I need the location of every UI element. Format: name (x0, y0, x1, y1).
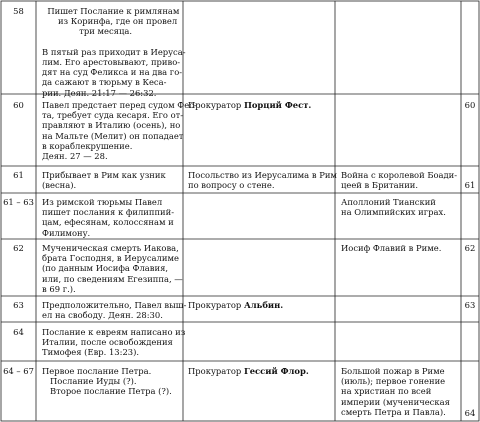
table-row-paul: Из римской тюрьмы Павел пишет послания к филиппий- цам, ефесянам, колоссянам и Филимону. (42, 197, 175, 238)
table-row-paul: Пишет Послание к римлянам из Коринфа, где он провел три месяца. В пятый раз приходит в Иерусa- лим. Его арестовывают, приво- дят на суд Феликса и на два го- да сажают в тюрьму в Кесa- рии. Деян. 21:17 — 26:32. (42, 6, 186, 98)
table-row-roman: Прокуратор Гессий Флор. (188, 366, 309, 376)
procurator-name: Гессий Флор. (243, 366, 309, 376)
table-row-year-right: 63 (464, 300, 476, 310)
table-row-roman: Посольство из Иерусалима в Рим по вопросу о стене. (188, 170, 337, 191)
table-row-year-right: 62 (464, 243, 476, 253)
table-row-paul: Павел предстает перед судом Фес- та, требует суда кесаря. Его от- правляют в Италию (осень), но на Мальте (Мелит) он попадает в кораблекрушение. Деян. 27 — 28. (42, 100, 197, 162)
table-row-paul: Предположительно, Павел выш- ел на свободу. Деян. 28:30. (42, 300, 187, 321)
table-row-paul: Первое послание Петра. Послание Иуды (?). Второе послание Петра (?). (42, 366, 172, 397)
table-row-roman: Прокуратор Порций Фест. (188, 100, 312, 110)
table-row-paul: Прибывает в Рим как узник (весна). (42, 170, 166, 191)
table-row-paul: Послание к евреям написано из Италии, после освобождения Тимофея (Евр. 13:23). (42, 327, 186, 358)
table-row-year: 63 (13, 300, 24, 310)
procurator-name: Альбин. (243, 300, 284, 310)
table-row-world: Война с королевой Боади- цеей в Британии. (341, 170, 458, 191)
table-row-year: 58 (13, 6, 24, 16)
table-row-year: 61 – 63 (3, 197, 34, 207)
table-row-world: Аполлоний Тианский на Олимпийских играх. (341, 197, 446, 218)
table-row-roman: Прокуратор Альбин. (188, 300, 284, 310)
table-row-paul: Мученическая смерть Иакова, брата Господня, в Иерусалиме (по данным Иосифа Флавия, или, по сведениям Егезиппа, — в 69 г.). (42, 243, 183, 294)
table-row-year: 64 – 67 (3, 366, 34, 376)
table-row-year: 61 (13, 170, 24, 180)
table-row-year: 64 (13, 327, 24, 337)
table-row-year-right: 61 (464, 180, 476, 190)
table-row-year: 60 (13, 100, 24, 110)
table-row-year: 62 (13, 243, 24, 253)
table-row-world: Большой пожар в Риме (июль); первое гонение на христиан по всей империи (мученическая смерть Петра и Павла). (341, 366, 450, 417)
table-row-year-right: 60 (464, 100, 476, 110)
procurator-name: Порций Фест. (243, 100, 312, 110)
table-row-year-right: 64 (464, 408, 476, 418)
table-row-world: Иосиф Флавий в Риме. (341, 243, 442, 253)
